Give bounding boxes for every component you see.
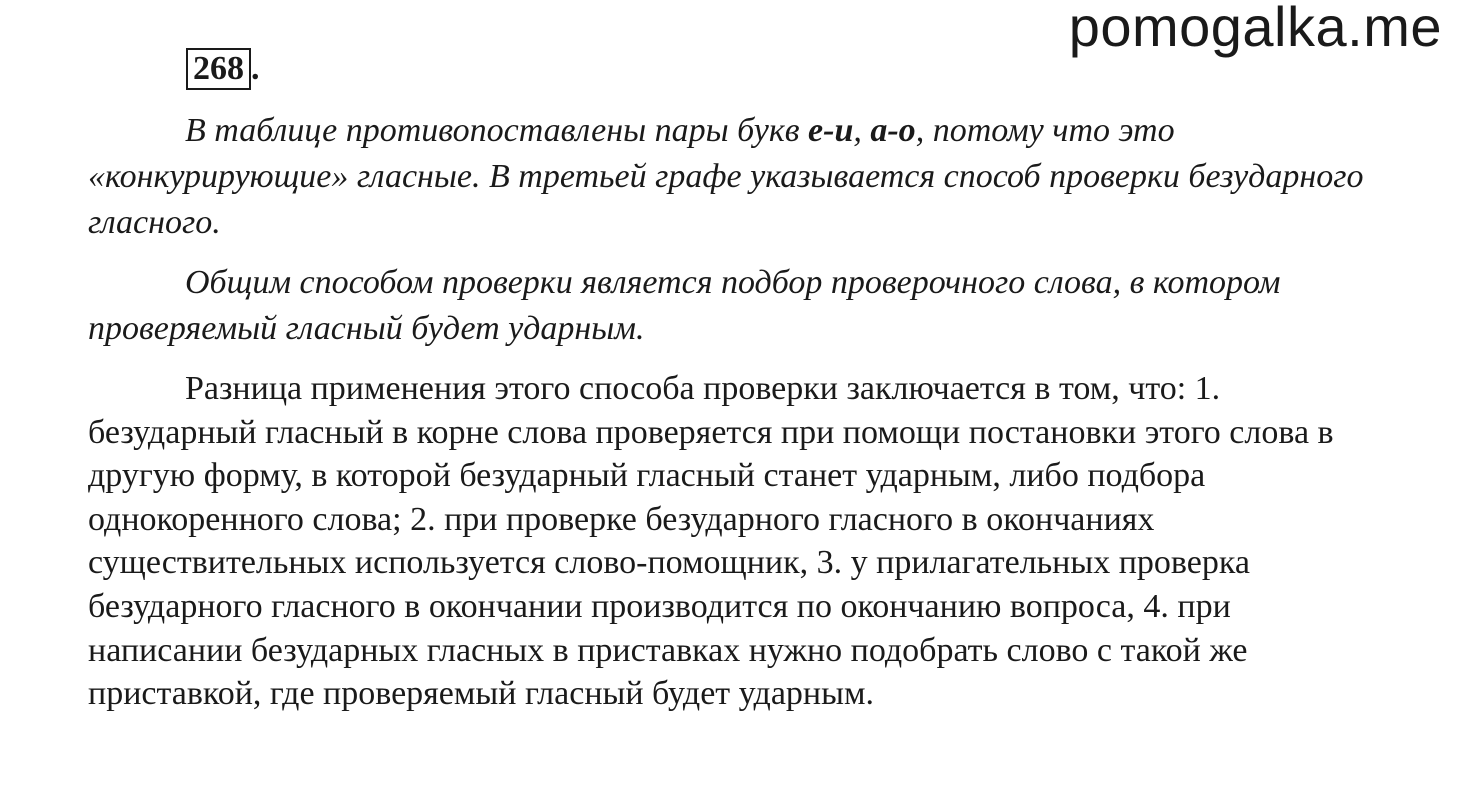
letter-pair-e-i: е-и (808, 112, 854, 149)
exercise-number-box: 268 (186, 48, 251, 90)
paragraph-text: В таблице противопоставлены пары букв (185, 112, 809, 149)
letter-pair-a-o: а-о (870, 112, 916, 149)
site-logo: pomogalka.me (1068, 0, 1442, 58)
paragraph-table-explanation (88, 108, 1388, 246)
exercise-number (186, 48, 260, 90)
paragraph-general-method: Общим способом проверки является подбор проверочного слова, в котором проверяемый гласный будет ударным. (88, 264, 1281, 347)
paragraph-method-differences: Разница применения этого способа проверки заключается в том, что: 1. безударный гласный в корне слова проверяется при помощи постановки этого слова в другую форму, в которой безударный гласный станет ударным, либо подбора однокоренного слова; 2. при проверке безударного гласного в окончаниях существительных используется слово-помощник, 3. у прилагательных проверка безударного гласного в окончании производится по окончанию вопроса, 4. при написании безударных гласных в приставках нужно подобрать слово с такой же приставкой, где проверяемый гласный будет ударным. (88, 370, 1334, 713)
separator: , (853, 112, 871, 149)
exercise-number-suffix: . (251, 50, 260, 87)
paragraph-text: , потому что это «конкурирующие» гласные. В третьей графе указывается способ проверки безударного гласного. (88, 112, 1364, 241)
